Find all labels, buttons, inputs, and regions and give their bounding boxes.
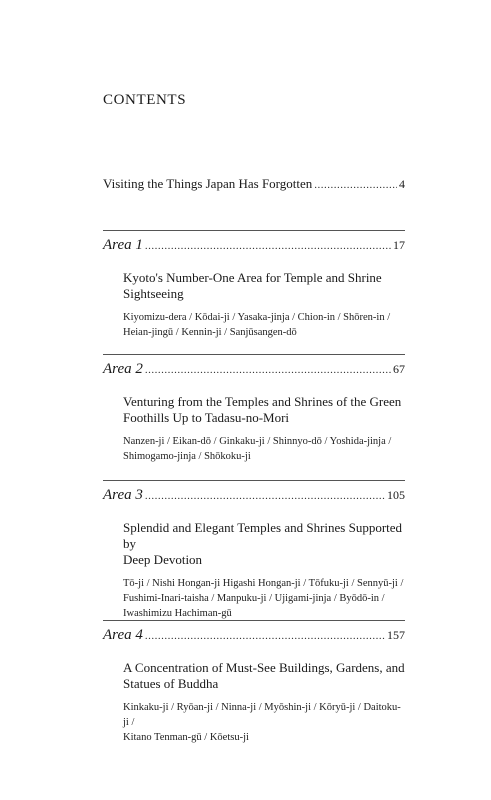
area-sites xyxy=(123,310,405,340)
sites-line: Tō-ji / Nishi Hongan-ji Higashi Hongan-ji / Tōfuku-ji / Sennyū-ji / xyxy=(123,578,404,589)
area-title xyxy=(123,660,405,692)
dot-leader xyxy=(145,630,385,642)
sites-line: Kiyomizu-dera / Kōdai-ji / Yasaka-jinja / Chion-in / Shōren-in / xyxy=(123,312,391,323)
area-title-line: Venturing from the Temples and Shrines of the Green xyxy=(123,394,402,409)
toc-page-number: 4 xyxy=(399,177,405,191)
toc-section-area-1 xyxy=(103,230,405,340)
area-title-line: Statues of Buddha xyxy=(123,676,219,691)
area-label: Area 4 xyxy=(103,627,143,643)
toc-section-area-2 xyxy=(103,354,405,464)
toc-entry-intro[interactable] xyxy=(103,176,405,192)
area-title-line: Splendid and Elegant Temples and Shrines Supported by xyxy=(123,520,403,551)
sites-line: Iwashimizu Hachiman-gū xyxy=(123,608,232,619)
dot-leader xyxy=(145,364,391,376)
section-divider xyxy=(103,230,405,231)
dot-leader xyxy=(145,240,391,252)
area-label: Area 3 xyxy=(103,487,143,503)
section-divider xyxy=(103,620,405,621)
sites-line: Fushimi-Inari-taisha / Manpuku-ji / Ujigami-jinja / Byōdō-in / xyxy=(123,593,385,604)
toc-entry-area-3[interactable] xyxy=(103,487,405,504)
toc-entry-area-2[interactable] xyxy=(103,361,405,378)
section-divider xyxy=(103,480,405,481)
toc-entry-area-1[interactable] xyxy=(103,237,405,254)
toc-page-number: 17 xyxy=(393,238,405,252)
dot-leader xyxy=(314,179,397,191)
area-label: Area 2 xyxy=(103,361,143,377)
toc-section-area-4 xyxy=(103,620,405,745)
sites-line: Shimogamo-jinja / Shōkoku-ji xyxy=(123,451,251,462)
area-title-line: Sightseeing xyxy=(123,286,184,301)
section-divider xyxy=(103,354,405,355)
toc-page-number: 105 xyxy=(387,488,405,502)
area-label: Area 1 xyxy=(103,237,143,253)
area-title-line: A Concentration of Must-See Buildings, Gardens, and xyxy=(123,660,405,675)
toc-section-area-3 xyxy=(103,480,405,621)
area-title xyxy=(123,394,405,426)
toc-entry-title: Visiting the Things Japan Has Forgotten xyxy=(103,176,313,191)
area-sites xyxy=(123,576,405,621)
toc-page-number: 67 xyxy=(393,362,405,376)
dot-leader xyxy=(145,490,385,502)
sites-line: Nanzen-ji / Eikan-dō / Ginkaku-ji / Shinnyo-dō / Yoshida-jinja / xyxy=(123,436,392,447)
toc-entry-area-4[interactable] xyxy=(103,627,405,644)
area-title-line: Deep Devotion xyxy=(123,552,203,567)
sites-line: Kinkaku-ji / Ryōan-ji / Ninna-ji / Myōshin-ji / Kōryū-ji / Daitoku-ji / xyxy=(123,702,401,728)
area-title-line: Kyoto's Number-One Area for Temple and Shrine xyxy=(123,270,382,285)
area-title-line: Foothills Up to Tadasu-no-Mori xyxy=(123,410,290,425)
toc-page-number: 157 xyxy=(387,628,405,642)
sites-line: Kitano Tenman-gū / Kōetsu-ji xyxy=(123,732,249,743)
sites-line: Heian-jingū / Kennin-ji / Sanjūsangen-dō xyxy=(123,327,297,338)
area-sites xyxy=(123,434,405,464)
area-title xyxy=(123,270,405,302)
page-title: CONTENTS xyxy=(103,92,187,108)
area-title xyxy=(123,520,405,568)
area-sites xyxy=(123,700,405,745)
